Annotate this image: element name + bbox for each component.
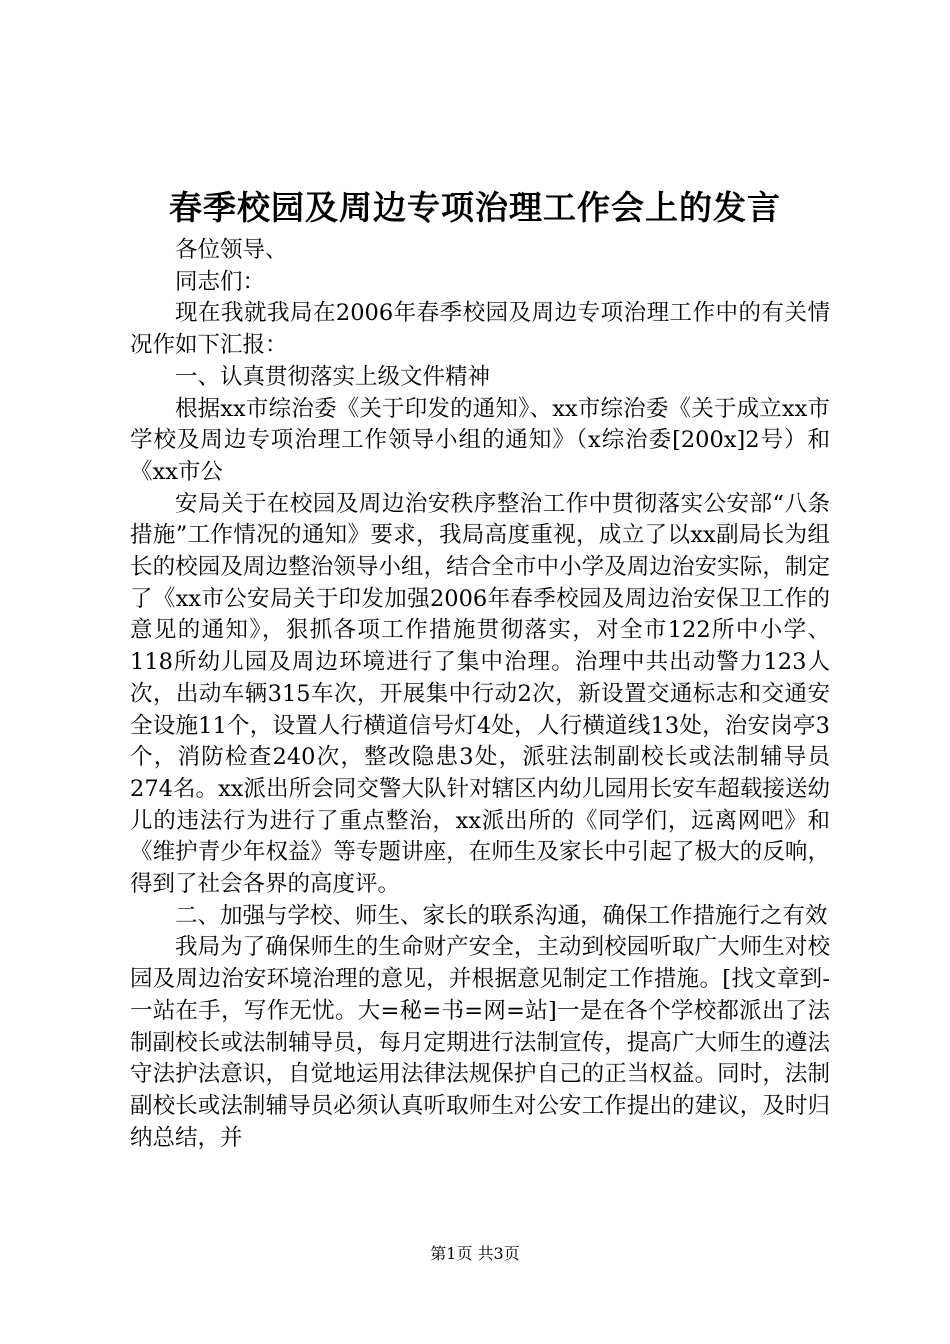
document-body: [130, 235, 830, 1154]
section-heading: 一、认真贯彻落实上级文件精神: [175, 363, 491, 390]
body-paragraph: 我局为了确保师生的生命财产安全，主动到校园听取广大师生对校园及周边治安环境治理的意见，并根据意见制定工作措施。[找文章到-一站在手，写作无忧。大=秘=书=网=站]一是在各个学校都派出了法制副校长或法制辅导员，每月定期进行法制宣传，提高广大师生的遵法守法护法意识，自觉地运用法律法规保护自己的正当权益。同时，法制副校长或法制辅导员必须认真听取师生对公安工作提出的建议，及时归纳总结，并: [130, 934, 830, 1151]
body-paragraph: 根据xx市综治委《关于印发的通知》、xx市综治委《关于成立xx市学校及周边专项治理工作领导小组的通知》（x综治委[200x]2号）和《xx市公: [130, 395, 830, 485]
salutation-line: 各位领导、: [175, 237, 288, 263]
section-heading: 二、加强与学校、师生、家长的联系沟通，确保工作措施行之有效: [175, 902, 828, 929]
document-title: 春季校园及周边专项治理工作会上的发言: [169, 188, 781, 227]
page-footer: 第1页 共3页: [430, 1244, 520, 1263]
salutation-line: 同志们：: [175, 268, 266, 295]
body-paragraph: 安局关于在校园及周边治安秩序整治工作中贯彻落实公安部“八条措施”工作情况的通知》要求，我局高度重视，成立了以xx副局长为组长的校园及周边整治领导小组，结合全市中小学及周边治安实际，制定了《xx市公安局关于印发加强2006年春季校园及周边治安保卫工作的意见的通知》，狠抓各项工作措施贯彻落实，对全市122所中小学、118所幼儿园及周边环境进行了集中治理。治理中共出动警力123人次，出动车辆315车次，开展集中行动2次，新设置交通标志和交通安全设施11个，设置人行横道信号灯4处，人行横道线13处，治安岗亭3个，消防检查240次，整改隐患3处，派驻法制副校长或法制辅导员274名。xx派出所会同交警大队针对辖区内幼儿园用长安车超载接送幼儿的违法行为进行了重点整治，xx派出所的《同学们，远离网吧》和《维护青少年权益》等专题讲座，在师生及家长中引起了极大的反响，得到了社会各界的高度评。: [130, 490, 830, 898]
body-paragraph: 现在我就我局在2006年春季校园及周边专项治理工作中的有关情况作如下汇报：: [130, 300, 830, 359]
